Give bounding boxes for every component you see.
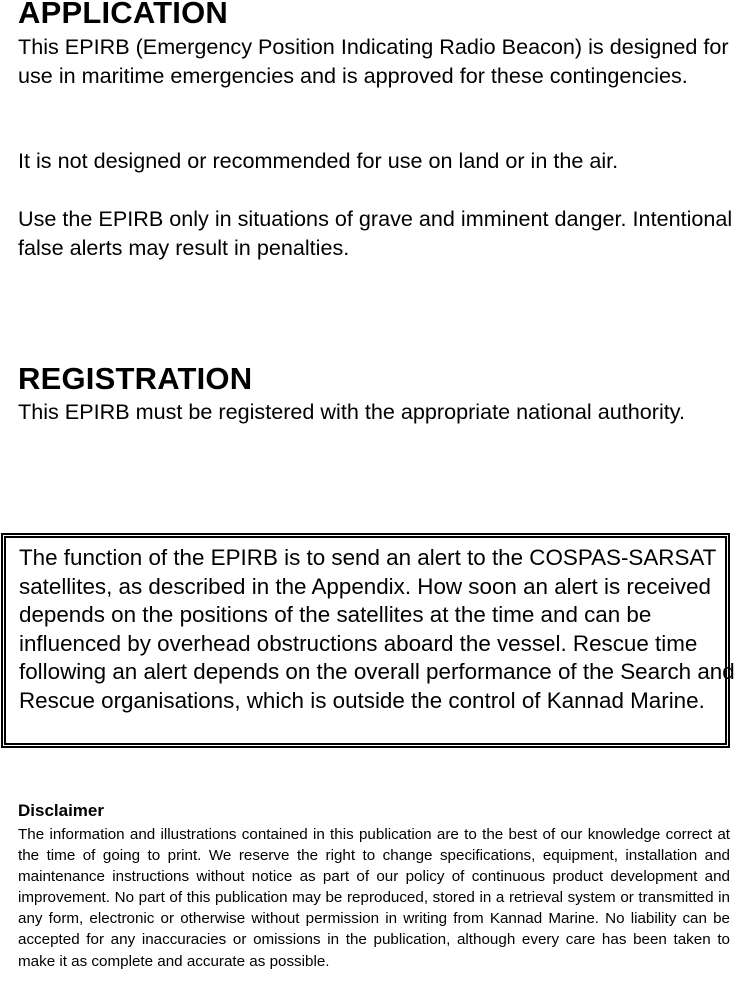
disclaimer-title: Disclaimer: [18, 801, 104, 820]
notice-box: [1, 533, 735, 748]
application-paragraph-3: Use the EPIRB only in situations of grave and imminent danger. Intentional false alerts may result in penalties.: [18, 206, 733, 260]
application-paragraph-1: This EPIRB (Emergency Position Indicating Radio Beacon) is designed for use in maritime emergencies and is approved for these contingencies.: [18, 34, 729, 88]
application-heading: APPLICATION: [18, 0, 229, 30]
notice-text: The function of the EPIRB is to send an alert to the COSPAS-SARSAT satellites, as described in the Appendix. How soon an alert is received depends on the positions of the satellites at the time and can be influenced by overhead obstructions aboard the vessel. Rescue time following an alert depends on the overall performance of the Search and Rescue organisations, which is outside the control of Kannad Marine.: [19, 545, 735, 713]
registration-heading: REGISTRATION: [18, 361, 253, 396]
registration-paragraph: This EPIRB must be registered with the appropriate national authority.: [18, 399, 685, 424]
application-paragraph-2: It is not designed or recommended for use on land or in the air.: [18, 148, 619, 173]
disclaimer-body: The information and illustrations contained in this publication are to the best of our knowledge correct at the time of going to print. We reserve the right to change specifications, equipment, installation and maintenance instructions without notice as part of our policy of continuous product development and improvement. No part of this publication may be reproduced, stored in a retrieval system or transmitted in any form, electronic or otherwise without permission in writing from Kannad Marine. No liability can be accepted for any inaccuracies or omissions in the publication, although every care has been taken to make it as complete and accurate as possible.: [18, 826, 730, 970]
